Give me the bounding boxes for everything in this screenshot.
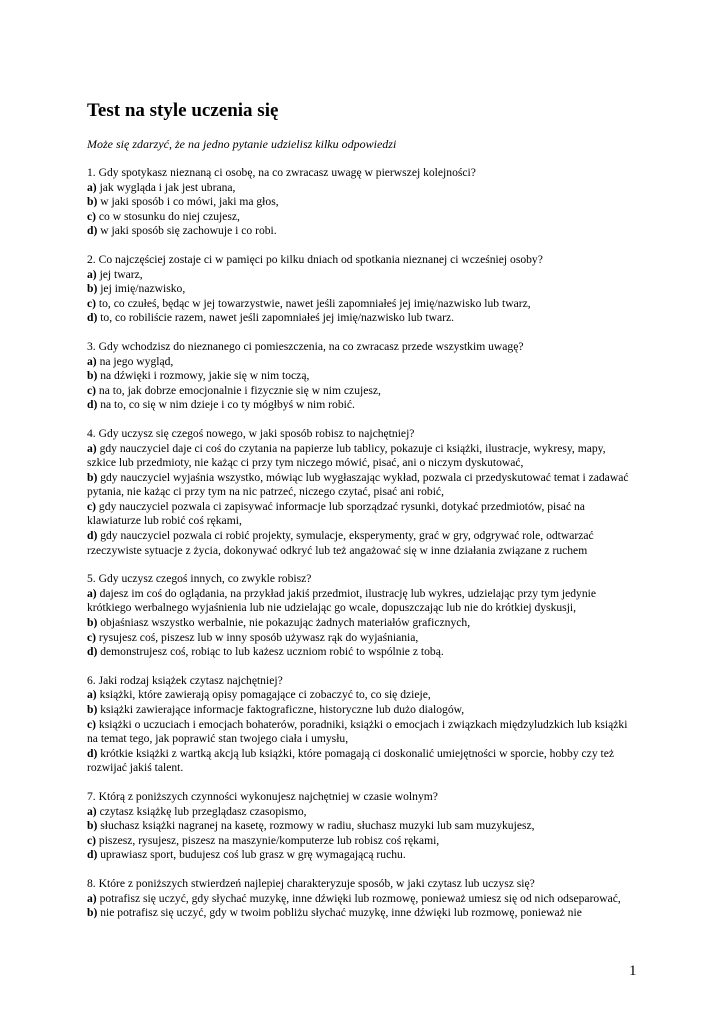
- page-number: 1: [629, 963, 637, 979]
- option-letter: a): [87, 441, 97, 455]
- question-block: [87, 674, 635, 776]
- option-text: gdy nauczyciel wyjaśnia wszystko, mówiąc lub wygłaszając wykład, pozwala ci przedyskutować temat i zadawać pytania, nie każąc ci przy tym na nic patrzeć, niczego czytać, pisać ani robić,: [87, 470, 629, 499]
- option-letter: a): [87, 354, 97, 368]
- option-text: gdy nauczyciel daje ci coś do czytania na papierze lub tablicy, pokazuje ci książki, ilustracje, wykresy, mapy, szkice lub przedmioty, nie każąc ci przy tym niczego mówić, pisać, ani o niczym dyskutować,: [87, 441, 606, 470]
- answer-option: [87, 718, 635, 747]
- answer-option: [87, 369, 635, 384]
- option-text: to, co czułeś, będąc w jej towarzystwie, nawet jeśli zapomniałeś jej imię/nazwisko lub twarz,: [96, 296, 531, 310]
- option-letter: c): [87, 499, 97, 513]
- option-letter: c): [87, 833, 97, 847]
- option-text: książki zawierające informacje faktograficzne, historyczne lub dużo dialogów,: [97, 703, 465, 716]
- option-letter: b): [87, 282, 98, 296]
- option-letter: b): [87, 369, 98, 383]
- question-text: 3. Gdy wchodzisz do nieznanego ci pomieszczenia, na co zwracasz przede wszystkim uwagę?: [87, 339, 524, 353]
- answer-option: [87, 442, 635, 471]
- answer-option: [87, 282, 635, 297]
- option-letter: a): [87, 688, 97, 702]
- answer-option: [87, 616, 635, 631]
- answer-option: [87, 892, 635, 907]
- answer-option: [87, 500, 635, 529]
- question-block: [87, 790, 635, 863]
- option-letter: b): [87, 195, 98, 209]
- option-letter: a): [87, 180, 97, 194]
- answer-option: [87, 224, 635, 239]
- question-block: [87, 340, 635, 413]
- instruction-subtitle: Może się zdarzyć, że na jedno pytanie udzielisz kilku odpowiedzi: [87, 137, 397, 151]
- option-text: w jaki sposób się zachowuje i co robi.: [97, 224, 277, 238]
- answer-option: [87, 355, 635, 370]
- option-letter: d): [87, 398, 98, 412]
- option-text: książki, które zawierają opisy pomagające ci zobaczyć to, co się dzieje,: [96, 688, 431, 702]
- question-text: 4. Gdy uczysz się czegoś nowego, w jaki sposób robisz to najchętniej?: [87, 426, 415, 440]
- answer-option: [87, 834, 635, 849]
- option-text: czytasz książkę lub przeglądasz czasopismo,: [96, 804, 307, 818]
- question-text: 6. Jaki rodzaj książek czytasz najchętniej?: [87, 673, 283, 687]
- option-letter: c): [87, 296, 97, 310]
- option-text: w jaki sposób i co mówi, jaki ma głos,: [97, 195, 279, 209]
- option-text: słuchasz książki nagranej na kasetę, rozmowy w radiu, słuchasz muzyki lub sam muzykujesz,: [97, 819, 535, 833]
- question-block: [87, 253, 635, 326]
- option-text: na jego wygląd,: [96, 354, 174, 368]
- answer-option: [87, 529, 635, 558]
- question-block: [87, 166, 635, 239]
- option-text: jej twarz,: [96, 267, 143, 281]
- option-text: dajesz im coś do oglądania, na przykład jakiś przedmiot, ilustrację lub wykres, udzielając przy tym jedynie krótkiego werbalnego wyjaśnienia lub nie udzielając go wcale, dopuszczając lub nie do krótkiej dyskusji,: [87, 586, 597, 615]
- question-text: 1. Gdy spotykasz nieznaną ci osobę, na co zwracasz uwagę w pierwszej kolejności?: [87, 166, 476, 179]
- option-text: na to, co się w nim dzieje i co ty mógłbyś w nim robić.: [97, 398, 355, 412]
- option-letter: a): [87, 891, 97, 905]
- option-text: gdy nauczyciel pozwala ci zapisywać informacje lub sporządzać rysunki, dotykać przedmiotów, pisać na klawiaturze lub robić coś rękami,: [87, 499, 585, 528]
- option-text: krótkie książki z wartką akcją lub książki, które pomagają ci doskonalić umiejętności w sporcie, hobby czy też rozwijać jakiś talent.: [87, 746, 615, 775]
- answer-option: [87, 631, 635, 646]
- option-text: na to, jak dobrze emocjonalnie i fizycznie się w nim czujesz,: [96, 383, 381, 397]
- answer-option: [87, 747, 635, 776]
- option-text: to, co robiliście razem, nawet jeśli zapomniałeś jej imię/nazwisko lub twarz.: [97, 311, 455, 325]
- option-letter: b): [87, 616, 98, 630]
- option-letter: b): [87, 470, 98, 484]
- option-letter: d): [87, 848, 98, 862]
- option-text: piszesz, rysujesz, piszesz na maszynie/komputerze lub robisz coś rękami,: [96, 833, 440, 847]
- option-text: rysujesz coś, piszesz lub w inny sposób używasz rąk do wyjaśniania,: [96, 630, 419, 644]
- option-text: uprawiasz sport, budujesz coś lub grasz w grę wymagającą ruchu.: [97, 848, 406, 862]
- option-letter: d): [87, 645, 98, 659]
- answer-option: [87, 471, 635, 500]
- question-block: [87, 877, 635, 921]
- question-text: 8. Które z poniższych stwierdzeń najlepiej charakteryzuje sposób, w jaki czytasz lub uczysz się?: [87, 876, 535, 890]
- answer-option: [87, 384, 635, 399]
- option-letter: d): [87, 311, 98, 325]
- option-text: książki o uczuciach i emocjach bohaterów, poradniki, książki o emocjach i związkach międzyludzkich lub książki na temat tego, jak poprawić stan twojego ciała i umysłu,: [87, 717, 628, 746]
- answer-option: [87, 906, 635, 921]
- option-letter: c): [87, 209, 97, 223]
- option-text: co w stosunku do niej czujesz,: [96, 209, 240, 223]
- option-text: nie potrafisz się uczyć, gdy w twoim pobliżu słychać muzykę, inne dźwięki lub rozmowę, ponieważ nie: [97, 906, 582, 920]
- answer-option: [87, 311, 635, 326]
- question-text: 7. Którą z poniższych czynności wykonujesz najchętniej w czasie wolnym?: [87, 789, 438, 803]
- answer-option: [87, 268, 635, 283]
- option-letter: a): [87, 586, 97, 600]
- option-text: jak wygląda i jak jest ubrana,: [96, 180, 236, 194]
- question-list: [87, 166, 635, 921]
- option-letter: b): [87, 703, 98, 716]
- option-text: potrafisz się uczyć, gdy słychać muzykę, inne dźwięki lub rozmowę, ponieważ umiesz się od nich odseparować,: [96, 891, 621, 905]
- question-block: [87, 572, 635, 660]
- answer-option: [87, 703, 635, 718]
- answer-option: [87, 210, 635, 225]
- question-text: 2. Co najczęściej zostaje ci w pamięci po kilku dniach od spotkania nieznanej ci wcześniej osoby?: [87, 252, 543, 266]
- answer-option: [87, 688, 635, 703]
- answer-option: [87, 848, 635, 863]
- option-letter: b): [87, 906, 98, 920]
- option-text: jej imię/nazwisko,: [97, 282, 186, 296]
- option-text: gdy nauczyciel pozwala ci robić projekty, symulacje, eksperymenty, grać w gry, odgrywać role, odtwarzać rzeczywiste sytuacje z życia, dokonywać odkryć lub też angażować się w inne działania związane z ruchem: [87, 529, 594, 557]
- option-letter: d): [87, 746, 98, 760]
- answer-option: [87, 587, 635, 616]
- option-letter: c): [87, 383, 97, 397]
- question-block: [87, 427, 635, 558]
- option-letter: d): [87, 529, 98, 543]
- option-letter: a): [87, 804, 97, 818]
- page-title: Test na style uczenia się: [87, 100, 279, 121]
- answer-option: [87, 195, 635, 210]
- answer-option: [87, 181, 635, 196]
- option-text: objaśniasz wszystko werbalnie, nie pokazując żadnych materiałów graficznych,: [97, 616, 471, 630]
- answer-option: [87, 805, 635, 820]
- answer-option: [87, 297, 635, 312]
- answer-option: [87, 819, 635, 834]
- option-letter: c): [87, 717, 97, 731]
- option-text: na dźwięki i rozmowy, jakie się w nim toczą,: [97, 369, 310, 383]
- option-text: demonstrujesz coś, robiąc to lub każesz uczniom robić to wspólnie z tobą.: [97, 645, 444, 659]
- answer-option: [87, 645, 635, 660]
- option-letter: d): [87, 224, 98, 238]
- question-text: 5. Gdy uczysz czegoś innych, co zwykle robisz?: [87, 572, 312, 586]
- option-letter: b): [87, 819, 98, 833]
- option-letter: c): [87, 630, 97, 644]
- document-content: [87, 100, 635, 921]
- option-letter: a): [87, 267, 97, 281]
- answer-option: [87, 398, 635, 413]
